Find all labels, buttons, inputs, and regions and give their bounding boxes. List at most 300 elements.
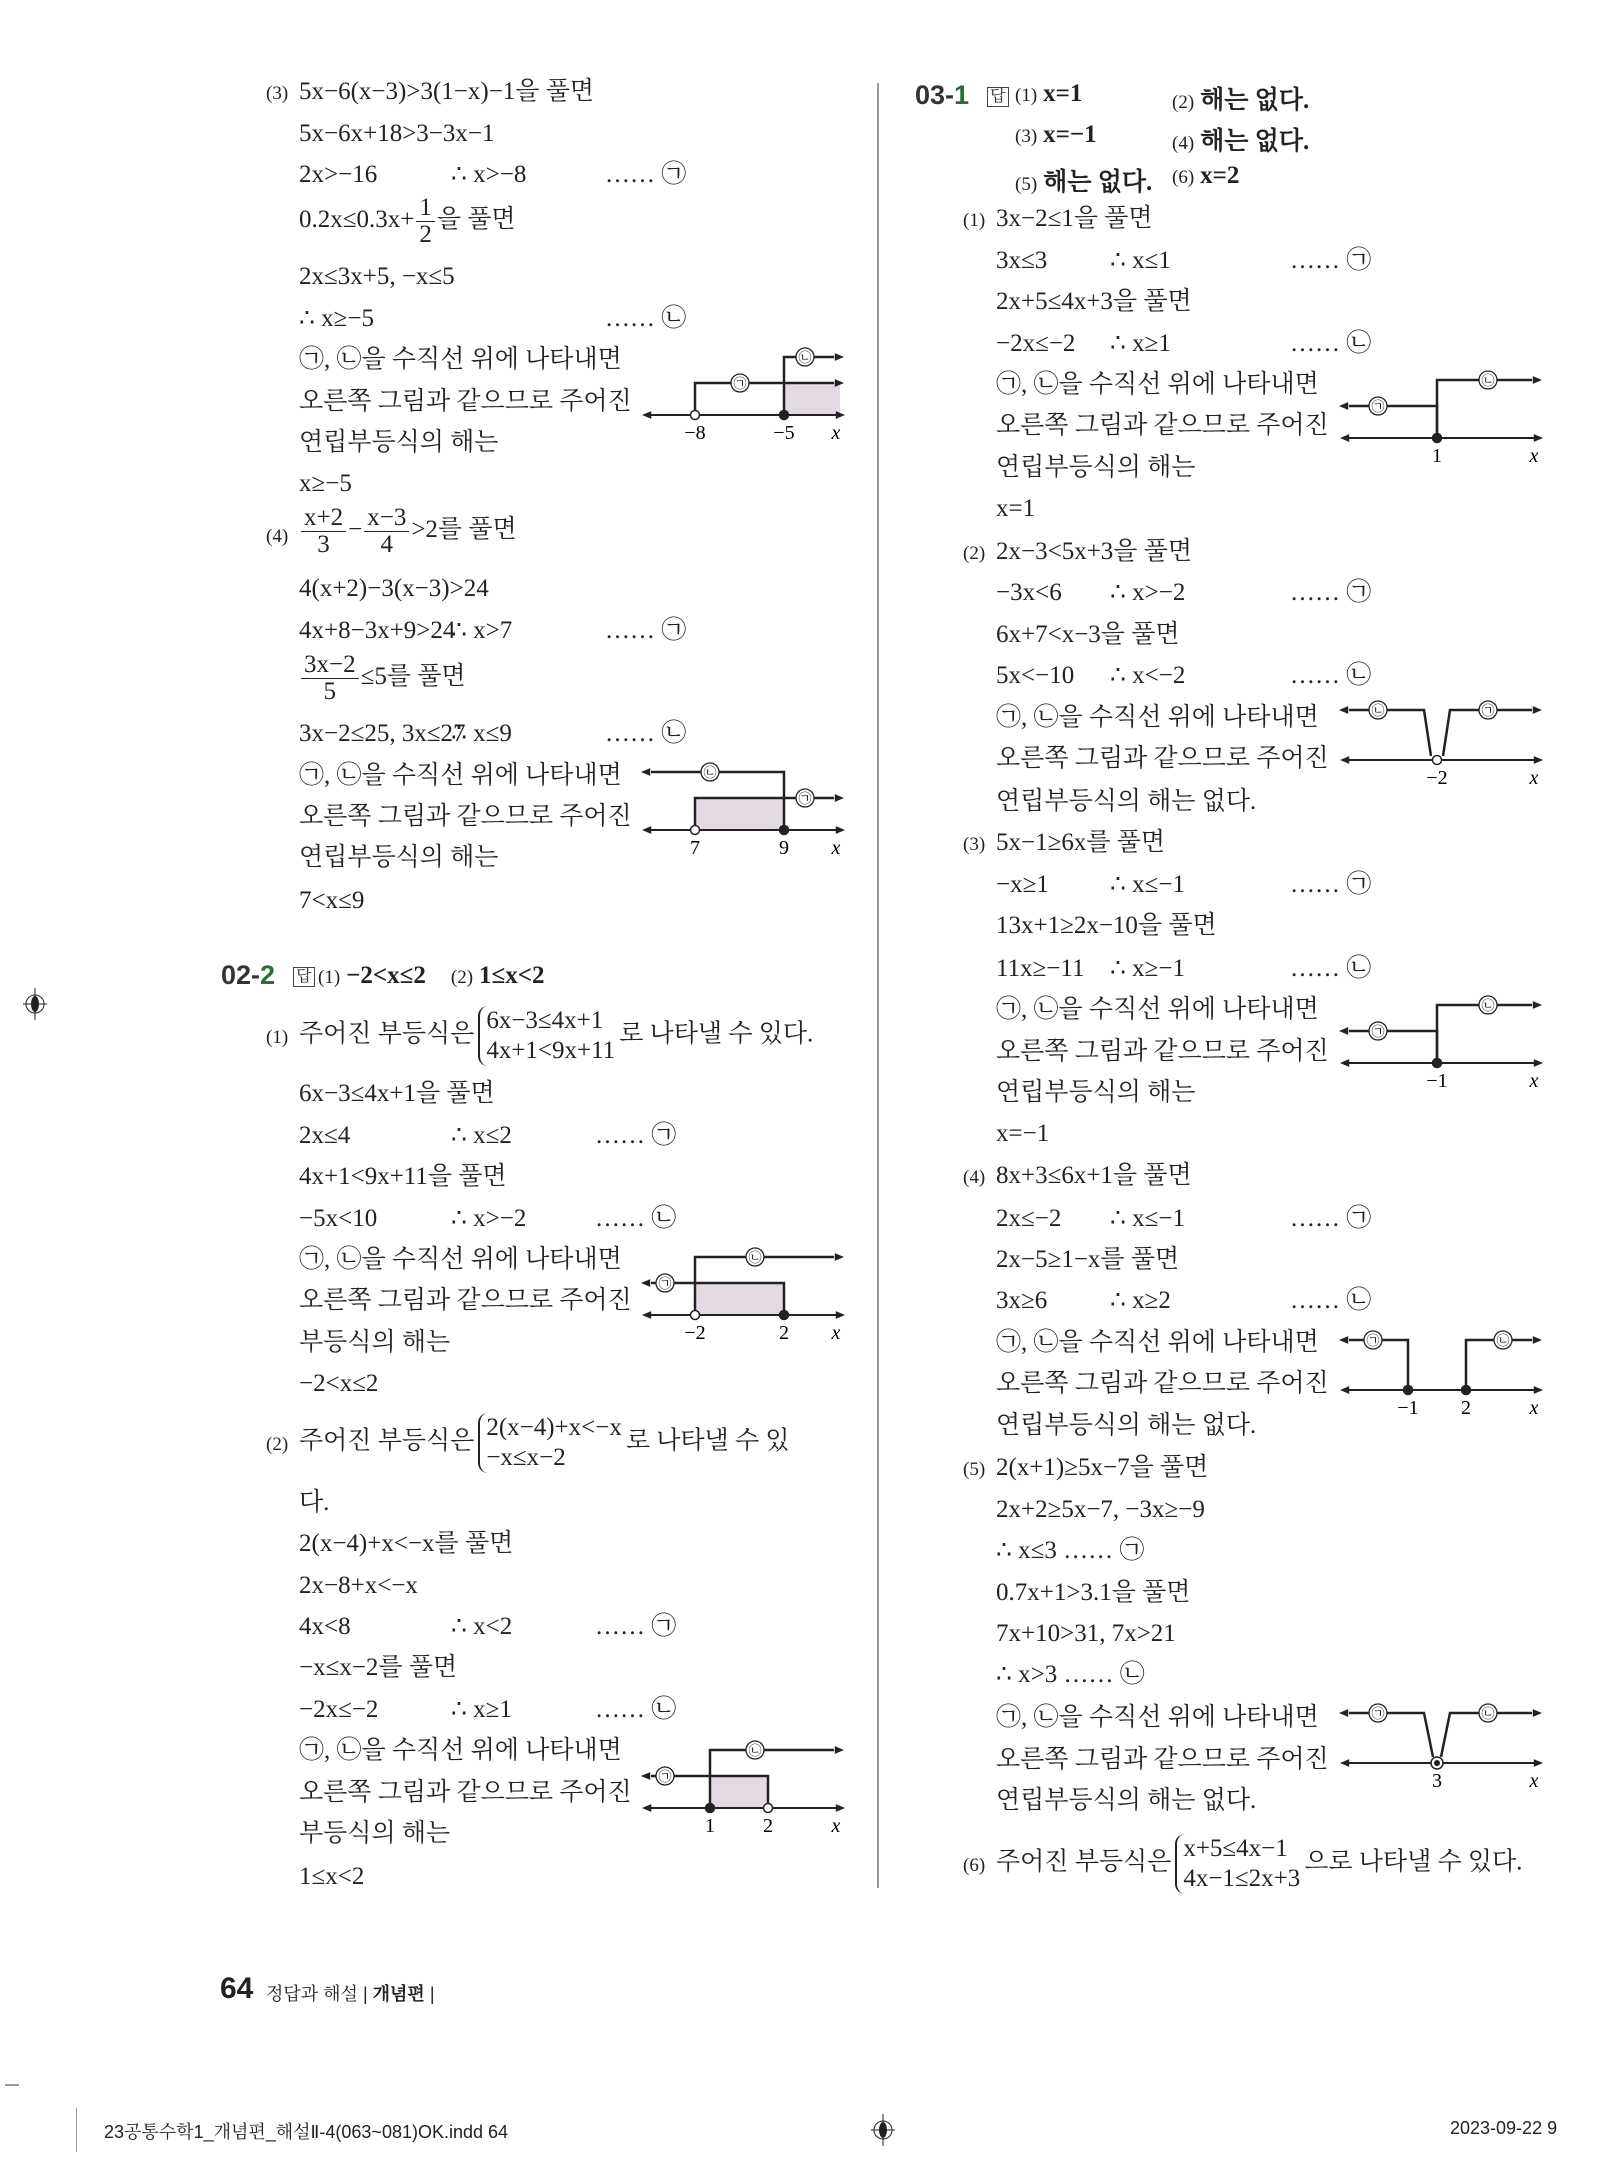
answer-badge: 답 — [293, 967, 314, 987]
solution-line — [299, 1328, 450, 1358]
system-row: −x≤x−2 — [486, 1444, 566, 1472]
answer-number: (2) — [1172, 92, 1195, 113]
math-text: 8x+3≤6x+1을 풀면 — [996, 1161, 1192, 1189]
tick-label: 3 — [1432, 1770, 1442, 1792]
axis-label: x — [1529, 1397, 1539, 1419]
number-line — [640, 760, 850, 860]
solution-line — [996, 1619, 1176, 1649]
solution-line — [996, 661, 1074, 691]
math-text: 2x≤3x+5, −x≤5 — [299, 263, 455, 291]
solution-line — [996, 1703, 1319, 1733]
answer-item — [1015, 121, 1097, 149]
solution-line — [299, 1286, 632, 1316]
answer-number: (3) — [1015, 126, 1038, 147]
item-number: (4) — [266, 526, 289, 548]
number-line — [1338, 993, 1548, 1093]
solution-region — [784, 383, 840, 415]
answer-value: −2<x≤2 — [346, 962, 426, 989]
solution-result: ∴ x>−2 — [1110, 579, 1186, 607]
solution-line — [996, 1834, 1522, 1894]
closed-point — [1404, 1386, 1413, 1395]
marker-label: ㉡ — [1481, 999, 1495, 1014]
fraction — [301, 505, 346, 558]
print-date: 2023-09-22 9 — [1450, 2118, 1558, 2138]
solution-line — [299, 1612, 351, 1642]
equation-marker: …… ㉠ — [1290, 246, 1372, 274]
math-text: 부등식의 해는 — [299, 1820, 451, 1848]
equation-marker: …… ㉠ — [595, 1613, 677, 1641]
math-text: −2<x≤2 — [299, 1370, 379, 1398]
closed-point — [780, 411, 789, 420]
numerator: x−3 — [364, 505, 409, 532]
marker-label: ㉡ — [703, 766, 717, 781]
solution-line — [996, 911, 1217, 941]
solution-line — [996, 828, 1165, 858]
math-text: −5x<10 — [299, 1204, 378, 1232]
math-text: −2x≤−2 — [996, 329, 1076, 357]
solution-line — [996, 537, 1192, 567]
answer-item — [1172, 80, 1309, 116]
registration-mark-icon — [868, 2112, 898, 2148]
math-text: 연립부등식의 해는 — [996, 453, 1196, 481]
solution-line — [996, 370, 1319, 400]
solution-line — [996, 494, 1035, 524]
marker-label: ㉡ — [1481, 374, 1495, 389]
marker-label: ㉠ — [658, 1277, 672, 1292]
arrowhead-icon — [641, 1772, 650, 1780]
math-text: x=−1 — [996, 1120, 1050, 1148]
system-row: 4x+1<9x+11 — [486, 1037, 616, 1065]
solution-line — [996, 246, 1047, 276]
system-row: x+5≤4x−1 — [1183, 1835, 1288, 1863]
tick-label: 2 — [779, 1322, 789, 1344]
arrowhead-icon — [1339, 1027, 1348, 1035]
tick-label: −8 — [684, 422, 706, 444]
answer-value: 해는 없다. — [1200, 128, 1310, 155]
solution-line — [299, 1204, 377, 1234]
math-text: ㉠, ㉡을 수직선 위에 나타내면 — [996, 1328, 1319, 1356]
closed-point — [1462, 1386, 1471, 1395]
open-point — [764, 1804, 773, 1813]
solution-result: ∴ x>7 — [451, 616, 513, 644]
math-text: 연립부등식의 해는 — [299, 428, 499, 456]
answer-value: x=2 — [1200, 162, 1240, 189]
solution-line — [299, 160, 377, 190]
solution-line — [299, 345, 622, 375]
math-text: 연립부등식의 해는 없다. — [996, 787, 1257, 815]
solution-line — [299, 1571, 418, 1601]
arrowhead-icon — [1534, 1386, 1543, 1394]
open-point — [1433, 756, 1442, 765]
axis-label: x — [1529, 767, 1539, 789]
math-text: 4x+8−3x+9>24 — [299, 616, 456, 644]
solution-line — [299, 1006, 813, 1066]
arrowhead-icon — [641, 1279, 650, 1287]
registration-mark-icon — [20, 986, 50, 1022]
solution-line — [996, 1037, 1329, 1067]
math-text: 연립부등식의 해는 없다. — [996, 1786, 1257, 1814]
equation-marker: …… ㉡ — [1290, 329, 1372, 357]
equation-marker: …… ㉠ — [1290, 579, 1372, 607]
arrowhead-icon — [1340, 434, 1349, 442]
arrowhead-icon — [1340, 1059, 1349, 1067]
solution-line — [299, 802, 632, 832]
math-text: 오른쪽 그림과 같으므로 주어진 — [996, 412, 1329, 440]
open-point — [691, 826, 700, 835]
item-number: (2) — [266, 1434, 289, 1456]
marker-label: ㉠ — [1371, 400, 1385, 415]
arrowhead-icon — [1533, 1001, 1542, 1009]
answers-02-2 — [318, 962, 545, 990]
math-text: 2x−8+x<−x — [299, 1571, 418, 1599]
solution-line — [996, 995, 1319, 1025]
math-text: − — [348, 516, 363, 544]
solution-line — [996, 1495, 1205, 1525]
numerator: 1 — [416, 195, 435, 222]
math-text: 4x+1<9x+11을 풀면 — [299, 1163, 507, 1191]
solution-line — [299, 1121, 350, 1151]
solution-line — [299, 1736, 622, 1766]
solution-region — [710, 1776, 768, 1808]
math-text: 2x≤4 — [299, 1121, 351, 1149]
number-line — [640, 1245, 850, 1345]
arrowhead-icon — [1533, 1336, 1542, 1344]
marker-label: ㉡ — [798, 351, 812, 366]
equation-marker: …… ㉡ — [1290, 1287, 1372, 1315]
solution-line — [299, 574, 489, 604]
axis-label: x — [1529, 445, 1539, 467]
solution-region — [695, 798, 784, 830]
arrowhead-icon — [836, 411, 845, 419]
fraction — [364, 505, 409, 558]
solution-line — [996, 411, 1329, 441]
solution-result: ∴ x>−8 — [451, 161, 527, 189]
solution-line — [299, 1079, 495, 1109]
section-header-03-1 — [915, 80, 1015, 111]
solution-line — [996, 578, 1062, 608]
math-text: 오른쪽 그림과 같으므로 주어진 — [996, 1370, 1329, 1398]
math-text: 2x+5≤4x+3을 풀면 — [996, 288, 1192, 316]
marker-label: ㉠ — [1366, 1334, 1380, 1349]
arrowhead-icon — [1339, 402, 1348, 410]
solution-line — [299, 1162, 507, 1192]
math-text: −2x≤−2 — [299, 1695, 379, 1723]
tick-label: 2 — [1461, 1397, 1471, 1419]
math-text: 주어진 부등식은 — [299, 1021, 475, 1049]
marker-label: ㉠ — [1481, 704, 1495, 719]
arrowhead-icon — [836, 1804, 845, 1812]
section-prefix: 03- — [915, 80, 955, 110]
math-text: 3x≥6 — [996, 1287, 1048, 1315]
arrowhead-icon — [1340, 756, 1349, 764]
denominator: 4 — [380, 531, 394, 559]
solution-line — [299, 195, 516, 248]
axis-label: x — [831, 837, 841, 859]
solution-line — [996, 204, 1153, 234]
arrowhead-icon — [642, 1311, 651, 1319]
running-footer: 정답과 해설 | 개념편 | — [266, 1984, 435, 2004]
tick-label: −1 — [1426, 1070, 1448, 1092]
math-text: 2x>−16 — [299, 161, 378, 189]
math-text: ㉠, ㉡을 수직선 위에 나타내면 — [299, 346, 622, 374]
denominator: 3 — [317, 531, 330, 559]
numerator: x+2 — [301, 505, 346, 532]
equation-marker: …… ㉡ — [1290, 954, 1372, 982]
answer-value: x=−1 — [1043, 121, 1097, 148]
item-number: (2) — [963, 543, 986, 564]
solution-region — [695, 1283, 784, 1315]
column-divider — [877, 83, 879, 1888]
solution-result: ∴ x≥2 — [1110, 1287, 1171, 1315]
math-text: 다. — [299, 1488, 330, 1516]
solution-line — [996, 1786, 1256, 1816]
range-line — [1349, 710, 1431, 756]
arrowhead-icon — [1339, 1336, 1348, 1344]
math-text: ∴ x≤3 …… ㉠ — [996, 1537, 1145, 1565]
solution-line — [299, 616, 455, 646]
axis-label: x — [1529, 1070, 1539, 1092]
file-name: 23공통수학1_개념편_해설Ⅱ-4(063~081)OK.indd 64 — [104, 2122, 509, 2142]
numerator: 3x−2 — [301, 652, 359, 679]
answer-badge: 답 — [987, 87, 1008, 107]
arrowhead-icon — [642, 411, 651, 419]
solution-line — [299, 886, 364, 916]
math-text: 오른쪽 그림과 같으므로 주어진 — [299, 1778, 632, 1806]
answer-item — [1172, 121, 1309, 157]
item-number: (3) — [266, 83, 289, 105]
item-number: (4) — [963, 1166, 986, 1188]
arrowhead-icon — [1340, 1759, 1349, 1767]
tick-label: 1 — [705, 1815, 715, 1837]
tick-label: −5 — [773, 422, 795, 444]
marker-label: ㉠ — [658, 1770, 672, 1785]
marker-label: ㉠ — [798, 792, 812, 807]
arrowhead-icon — [836, 826, 845, 834]
solution-line — [996, 1119, 1049, 1149]
solution-line — [996, 744, 1329, 774]
axis-label: x — [831, 422, 841, 444]
axis-label: x — [1529, 1770, 1539, 1792]
answer-value: 해는 없다. — [1043, 169, 1153, 196]
math-text: 2x−5≥1−x를 풀면 — [996, 1245, 1180, 1273]
math-text: 로 나타낼 수 있 — [625, 1428, 790, 1456]
answer-item — [1172, 162, 1239, 190]
math-text: 13x+1≥2x−10을 풀면 — [996, 911, 1217, 939]
math-text: 2(x−4)+x<−x를 풀면 — [299, 1530, 514, 1558]
solution-line — [996, 1578, 1190, 1608]
math-text: 5x<−10 — [996, 662, 1075, 690]
arrowhead-icon — [835, 1746, 844, 1754]
closed-point — [1434, 1760, 1440, 1766]
number-line — [1338, 1320, 1548, 1420]
math-text: 4(x+2)−3(x−3)>24 — [299, 575, 489, 603]
tick-label: −2 — [684, 1322, 706, 1344]
solution-line — [299, 304, 374, 334]
math-text: 주어진 부등식은 — [299, 1428, 475, 1456]
math-text: 6x−3≤4x+1을 풀면 — [299, 1080, 495, 1108]
answer-number: (1) — [318, 967, 341, 988]
math-text: −x≤x−2를 풀면 — [299, 1654, 458, 1682]
solution-line — [299, 843, 498, 873]
math-text: 연립부등식의 해는 없다. — [996, 1411, 1257, 1439]
math-text: 오른쪽 그림과 같으므로 주어진 — [299, 802, 632, 830]
math-text: 오른쪽 그림과 같으므로 주어진 — [996, 1745, 1329, 1773]
tick-label: 9 — [779, 837, 789, 859]
crop-mark — [76, 2108, 77, 2152]
math-text: 3x≤3 — [996, 246, 1048, 274]
equation-marker: …… ㉠ — [605, 161, 687, 189]
math-text: 6x+7<x−3을 풀면 — [996, 620, 1180, 648]
system-brace — [478, 1006, 615, 1066]
range-line — [1349, 1031, 1437, 1063]
math-text: 3x−2≤25, 3x≤27 — [299, 720, 466, 748]
math-text: 오른쪽 그림과 같으므로 주어진 — [299, 387, 632, 415]
solution-line — [299, 1369, 378, 1399]
solution-line — [299, 761, 622, 791]
answer-number: (1) — [1015, 85, 1038, 106]
answer-item — [1015, 80, 1082, 108]
solution-line — [299, 1653, 457, 1683]
arrowhead-icon — [1534, 1059, 1543, 1067]
closed-point — [1433, 434, 1442, 443]
solution-line — [299, 77, 594, 107]
arrowhead-icon — [1533, 1709, 1542, 1717]
solution-line — [996, 1078, 1195, 1108]
arrowhead-icon — [1340, 1386, 1349, 1394]
arrowhead-icon — [1339, 706, 1348, 714]
math-text: x=1 — [996, 495, 1036, 523]
axis-label: x — [831, 1322, 841, 1344]
arrowhead-icon — [836, 1311, 845, 1319]
math-text: 5x−1≥6x를 풀면 — [996, 829, 1166, 857]
solution-line — [299, 1488, 329, 1518]
system-brace — [478, 1413, 622, 1473]
answer-number: (2) — [450, 967, 474, 988]
equation-marker: …… ㉡ — [1290, 662, 1372, 690]
arrowhead-icon — [1533, 376, 1542, 384]
system-row: 2(x−4)+x<−x — [486, 1414, 622, 1442]
math-text: 0.2x≤0.3x+ — [299, 206, 415, 234]
math-text: −x≥1 — [996, 870, 1049, 898]
solution-result: ∴ x≤1 — [1110, 246, 1171, 274]
closed-point — [706, 1804, 715, 1813]
solution-result: ∴ x<2 — [451, 1613, 513, 1641]
closed-point — [1433, 1059, 1442, 1068]
math-text: 을 풀면 — [436, 206, 516, 234]
arrowhead-icon — [835, 1253, 844, 1261]
math-text: 5x−6(x−3)>3(1−x)−1을 풀면 — [299, 78, 594, 106]
math-text: 3x−2≤1을 풀면 — [996, 205, 1153, 233]
equation-marker: …… ㉡ — [595, 1695, 677, 1723]
solution-line — [299, 652, 466, 705]
number-line — [1338, 368, 1548, 468]
math-text: >2를 풀면 — [411, 516, 517, 544]
section-header-02-2 — [221, 960, 321, 991]
solution-line — [299, 1413, 790, 1473]
tick-label: −1 — [1397, 1397, 1419, 1419]
math-text: ㉠, ㉡을 수직선 위에 나타내면 — [996, 703, 1319, 731]
math-text: 로 나타낼 수 있다. — [619, 1021, 814, 1049]
math-text: ≤5를 풀면 — [360, 662, 466, 690]
math-text: 4x<8 — [299, 1613, 351, 1641]
number-line — [1338, 1693, 1548, 1793]
solution-line — [299, 1819, 450, 1849]
part-title: 개념편 — [372, 1984, 425, 2004]
solution-line — [299, 1529, 513, 1559]
math-text: ∴ x>3 …… ㉡ — [996, 1661, 1145, 1689]
solution-line — [299, 387, 632, 417]
solution-line — [996, 787, 1256, 817]
equation-marker: …… ㉠ — [1290, 870, 1372, 898]
fraction — [416, 195, 435, 248]
solution-line — [996, 1204, 1061, 1234]
tick-label: 7 — [690, 837, 700, 859]
solution-line — [299, 1778, 632, 1808]
tick-label: 2 — [763, 1815, 773, 1837]
arrowhead-icon — [1534, 756, 1543, 764]
system-row: 4x−1≤2x+3 — [1183, 1865, 1301, 1893]
section-number: 2 — [260, 960, 276, 990]
axis-label: x — [831, 1815, 841, 1837]
math-text: 2(x+1)≥5x−7을 풀면 — [996, 1454, 1209, 1482]
math-text: 2x+2≥5x−7, −3x≥−9 — [996, 1495, 1205, 1523]
solution-line — [996, 954, 1084, 984]
equation-marker: …… ㉠ — [1290, 1204, 1372, 1232]
answer-item — [1015, 162, 1152, 198]
item-number: (1) — [266, 1027, 289, 1049]
math-text: 으로 나타낼 수 있다. — [1304, 1849, 1523, 1877]
math-text: 오른쪽 그림과 같으므로 주어진 — [996, 1037, 1329, 1065]
denominator: 5 — [323, 677, 337, 705]
marker-label: ㉡ — [1496, 1334, 1510, 1349]
solution-line — [996, 620, 1180, 650]
open-point — [691, 411, 700, 420]
solution-line — [996, 1286, 1047, 1316]
solution-line — [299, 1245, 622, 1275]
solution-line — [996, 1161, 1192, 1191]
solution-line — [996, 870, 1049, 900]
solution-line — [996, 703, 1319, 733]
item-number: (1) — [963, 210, 986, 232]
solution-line — [996, 1411, 1256, 1441]
crop-mark — [5, 2084, 19, 2086]
solution-result: ∴ x≤−1 — [1110, 870, 1185, 898]
equation-marker: …… ㉠ — [595, 1121, 677, 1149]
marker-label: ㉡ — [1371, 704, 1385, 719]
math-text: 2x≤−2 — [996, 1204, 1062, 1232]
item-number: (3) — [963, 834, 986, 856]
answer-number: (5) — [1015, 174, 1038, 195]
math-text: 부등식의 해는 — [299, 1328, 451, 1356]
solution-line — [299, 1862, 364, 1892]
range-line — [1349, 406, 1437, 438]
solution-result: ∴ x≥1 — [1110, 329, 1171, 357]
marker-label: ㉡ — [1481, 1707, 1495, 1722]
tick-label: −2 — [1426, 767, 1448, 789]
math-text: ㉠, ㉡을 수직선 위에 나타내면 — [996, 996, 1319, 1024]
marker-label: ㉡ — [748, 1251, 762, 1266]
page-number: 64 — [220, 1972, 254, 2005]
item-number: (6) — [963, 1855, 986, 1877]
math-text: 11x≥−11 — [996, 954, 1085, 982]
range-line — [1349, 1713, 1433, 1757]
arrowhead-icon — [1534, 434, 1543, 442]
answer-value: 1≤x<2 — [479, 962, 545, 989]
arrowhead-icon — [641, 768, 650, 776]
item-number: (5) — [963, 1459, 986, 1481]
answer-number: (4) — [1172, 133, 1195, 154]
solution-line — [299, 428, 498, 458]
